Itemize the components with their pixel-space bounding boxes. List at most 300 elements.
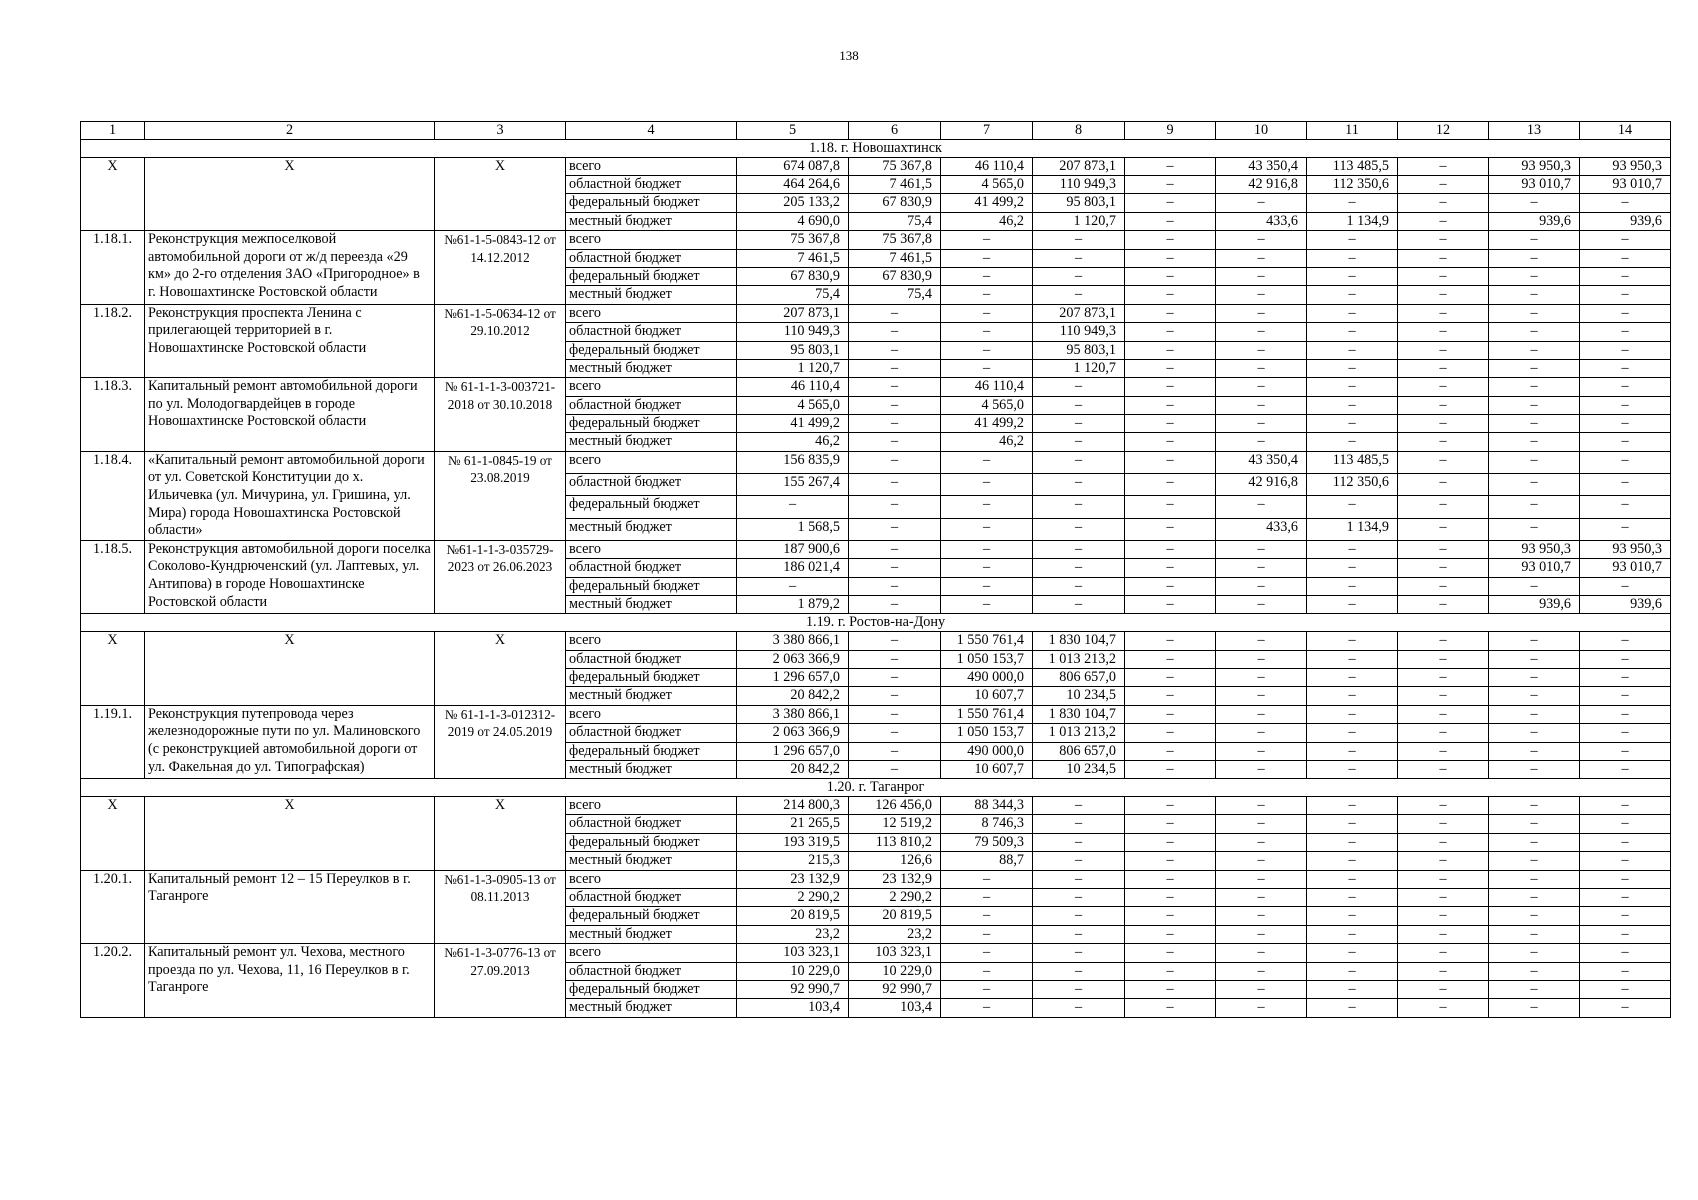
value-cell: – [1398, 559, 1489, 577]
value-cell: – [1125, 194, 1216, 212]
value-cell: 207 873,1 [1033, 304, 1125, 322]
item-number: 1.18.2. [81, 304, 145, 378]
value-cell: 23,2 [849, 925, 941, 943]
value-cell: – [1125, 323, 1216, 341]
value-cell: 1 013 213,2 [1033, 724, 1125, 742]
value-cell: – [1489, 304, 1580, 322]
value-cell: – [1489, 705, 1580, 723]
value-cell: – [1398, 249, 1489, 267]
value-cell: – [1398, 981, 1489, 999]
value-cell: – [1125, 231, 1216, 249]
value-cell: – [941, 323, 1033, 341]
value-cell: 79 509,3 [941, 833, 1033, 851]
value-cell: 112 350,6 [1307, 474, 1398, 496]
value-cell: 75 367,8 [849, 157, 941, 175]
value-cell: – [849, 496, 941, 518]
value-cell: 7 461,5 [849, 249, 941, 267]
value-cell: – [1580, 981, 1671, 999]
value-cell: – [1033, 815, 1125, 833]
section-row [81, 139, 1671, 157]
value-cell: 110 949,3 [737, 323, 849, 341]
item-document: № 61-1-1-3-012312-2019 от 24.05.2019 [435, 705, 566, 779]
value-cell: 75,4 [737, 286, 849, 304]
value-cell: – [1398, 705, 1489, 723]
item-number: 1.20.2. [81, 944, 145, 1018]
value-cell: – [1033, 231, 1125, 249]
table-row [81, 870, 1671, 888]
value-cell: – [1033, 378, 1125, 396]
value-cell: – [1216, 194, 1307, 212]
funding-source: местный бюджет [566, 359, 737, 377]
value-cell: – [1033, 944, 1125, 962]
value-cell: 155 267,4 [737, 474, 849, 496]
value-cell: – [1307, 540, 1398, 558]
funding-source: областной бюджет [566, 474, 737, 496]
value-cell: – [1580, 286, 1671, 304]
value-cell: 490 000,0 [941, 742, 1033, 760]
section-row [81, 779, 1671, 797]
value-cell: 1 120,7 [737, 359, 849, 377]
value-cell: 42 916,8 [1216, 175, 1307, 193]
value-cell: – [1125, 212, 1216, 230]
value-cell: – [1216, 378, 1307, 396]
value-cell: – [941, 577, 1033, 595]
value-cell: – [1125, 833, 1216, 851]
value-cell: – [1489, 650, 1580, 668]
value-cell: 2 290,2 [737, 889, 849, 907]
value-cell: – [1307, 415, 1398, 433]
value-cell: – [1307, 341, 1398, 359]
value-cell: – [941, 559, 1033, 577]
value-cell: 95 803,1 [1033, 194, 1125, 212]
value-cell: – [1580, 359, 1671, 377]
item-document: X [435, 157, 566, 231]
value-cell: 2 290,2 [849, 889, 941, 907]
value-cell: – [1489, 742, 1580, 760]
value-cell: – [1398, 962, 1489, 980]
value-cell: – [1398, 870, 1489, 888]
value-cell: – [941, 907, 1033, 925]
value-cell: 46 110,4 [737, 378, 849, 396]
value-cell: – [1580, 304, 1671, 322]
funding-source: федеральный бюджет [566, 194, 737, 212]
funding-source: местный бюджет [566, 433, 737, 451]
value-cell: – [1307, 724, 1398, 742]
funding-source: местный бюджет [566, 760, 737, 778]
value-cell: – [941, 341, 1033, 359]
value-cell: – [1125, 378, 1216, 396]
value-cell: 46 110,4 [941, 378, 1033, 396]
value-cell: – [1307, 760, 1398, 778]
value-cell: 93 010,7 [1489, 175, 1580, 193]
value-cell: – [1580, 433, 1671, 451]
value-cell: – [1216, 433, 1307, 451]
value-cell: – [1307, 559, 1398, 577]
item-name: Реконструкция межпоселковой автомобильной дороги от ж/д переезда «29 км» до 2-го отделения ЗАО «Пригородное» в г. Новошахтинске Ростовской области [145, 231, 435, 305]
value-cell: – [941, 540, 1033, 558]
value-cell: – [1125, 925, 1216, 943]
value-cell: – [1398, 797, 1489, 815]
value-cell: 113 810,2 [849, 833, 941, 851]
value-cell: – [1580, 742, 1671, 760]
value-cell: – [1398, 323, 1489, 341]
value-cell: 4 565,0 [941, 396, 1033, 414]
table-row [81, 705, 1671, 723]
value-cell: – [1398, 889, 1489, 907]
value-cell: 42 916,8 [1216, 474, 1307, 496]
value-cell: – [1398, 194, 1489, 212]
value-cell: – [1489, 852, 1580, 870]
table-row [81, 632, 1671, 650]
value-cell: – [1125, 577, 1216, 595]
value-cell: – [1216, 267, 1307, 285]
value-cell: – [849, 559, 941, 577]
value-cell: 93 010,7 [1489, 559, 1580, 577]
funding-source: всего [566, 632, 737, 650]
value-cell: 95 803,1 [1033, 341, 1125, 359]
value-cell: – [1489, 907, 1580, 925]
value-cell: 43 350,4 [1216, 157, 1307, 175]
value-cell: – [1216, 540, 1307, 558]
value-cell: – [1216, 705, 1307, 723]
value-cell: 93 950,3 [1489, 540, 1580, 558]
value-cell: 1 879,2 [737, 595, 849, 613]
value-cell: 1 134,9 [1307, 212, 1398, 230]
item-number: 1.18.4. [81, 451, 145, 540]
value-cell: – [1307, 595, 1398, 613]
value-cell: – [1307, 304, 1398, 322]
value-cell: – [849, 518, 941, 540]
value-cell: – [1307, 323, 1398, 341]
value-cell: 1 550 761,4 [941, 705, 1033, 723]
table-row [81, 797, 1671, 815]
value-cell: – [849, 632, 941, 650]
value-cell: – [1489, 496, 1580, 518]
value-cell: – [1125, 559, 1216, 577]
value-cell: – [1125, 632, 1216, 650]
value-cell: – [1398, 451, 1489, 473]
value-cell: – [1125, 286, 1216, 304]
value-cell: – [1125, 668, 1216, 686]
value-cell: – [1398, 474, 1489, 496]
value-cell: 4 565,0 [737, 396, 849, 414]
value-cell: – [1580, 341, 1671, 359]
value-cell: – [1580, 577, 1671, 595]
value-cell: – [1125, 518, 1216, 540]
column-header: 12 [1398, 122, 1489, 140]
value-cell: – [1033, 496, 1125, 518]
value-cell: – [1489, 359, 1580, 377]
item-number: X [81, 157, 145, 231]
item-number: 1.18.1. [81, 231, 145, 305]
value-cell: – [1489, 962, 1580, 980]
value-cell: 2 063 366,9 [737, 724, 849, 742]
value-cell: – [1216, 870, 1307, 888]
value-cell: – [1398, 760, 1489, 778]
value-cell: – [1033, 415, 1125, 433]
funding-source: федеральный бюджет [566, 833, 737, 851]
column-header: 10 [1216, 122, 1307, 140]
value-cell: – [1216, 668, 1307, 686]
value-cell: – [1398, 286, 1489, 304]
value-cell: 21 265,5 [737, 815, 849, 833]
value-cell: – [1125, 981, 1216, 999]
column-header: 5 [737, 122, 849, 140]
value-cell: – [1489, 870, 1580, 888]
value-cell: 1 830 104,7 [1033, 705, 1125, 723]
value-cell: – [1307, 267, 1398, 285]
value-cell: 8 746,3 [941, 815, 1033, 833]
value-cell: – [1489, 889, 1580, 907]
value-cell: – [1307, 815, 1398, 833]
value-cell: – [1489, 760, 1580, 778]
value-cell: 103,4 [849, 999, 941, 1017]
item-document: №61-1-5-0634-12 от 29.10.2012 [435, 304, 566, 378]
value-cell: – [1580, 925, 1671, 943]
value-cell: – [1125, 742, 1216, 760]
value-cell: – [1307, 833, 1398, 851]
value-cell: 75,4 [849, 286, 941, 304]
value-cell: – [1216, 724, 1307, 742]
funding-source: всего [566, 451, 737, 473]
value-cell: – [1489, 249, 1580, 267]
value-cell: 10 234,5 [1033, 760, 1125, 778]
value-cell: – [1033, 981, 1125, 999]
value-cell: – [1307, 577, 1398, 595]
value-cell: – [1307, 687, 1398, 705]
value-cell: – [1033, 962, 1125, 980]
value-cell: – [941, 925, 1033, 943]
funding-source: всего [566, 378, 737, 396]
value-cell: – [941, 304, 1033, 322]
value-cell: – [849, 378, 941, 396]
value-cell: 20 842,2 [737, 687, 849, 705]
value-cell: – [1580, 518, 1671, 540]
value-cell: 23,2 [737, 925, 849, 943]
value-cell: – [1398, 577, 1489, 595]
value-cell: 93 010,7 [1580, 559, 1671, 577]
funding-source: областной бюджет [566, 962, 737, 980]
funding-source: всего [566, 157, 737, 175]
value-cell: 214 800,3 [737, 797, 849, 815]
item-document: X [435, 632, 566, 706]
value-cell: – [1307, 359, 1398, 377]
value-cell: – [1580, 687, 1671, 705]
value-cell: 1 830 104,7 [1033, 632, 1125, 650]
value-cell: – [1307, 944, 1398, 962]
value-cell: 1 296 657,0 [737, 668, 849, 686]
value-cell: 103 323,1 [737, 944, 849, 962]
item-name: Реконструкция путепровода через железнодорожные пути по ул. Малиновского (с реконструкцией автомобильной дороги от ул. Факельная до ул. Типографская) [145, 705, 435, 779]
funding-source: федеральный бюджет [566, 981, 737, 999]
value-cell: – [1216, 304, 1307, 322]
value-cell: – [1398, 304, 1489, 322]
value-cell: – [1125, 870, 1216, 888]
value-cell: – [1580, 668, 1671, 686]
value-cell: – [849, 341, 941, 359]
funding-source: федеральный бюджет [566, 577, 737, 595]
value-cell: – [1398, 231, 1489, 249]
value-cell: – [1033, 559, 1125, 577]
value-cell: – [1489, 451, 1580, 473]
value-cell: – [1033, 925, 1125, 943]
value-cell: 806 657,0 [1033, 668, 1125, 686]
value-cell: – [1216, 496, 1307, 518]
value-cell: – [1216, 833, 1307, 851]
value-cell: – [849, 323, 941, 341]
value-cell: – [1489, 797, 1580, 815]
value-cell: – [1580, 267, 1671, 285]
value-cell: – [1125, 496, 1216, 518]
value-cell: – [1489, 267, 1580, 285]
value-cell: – [1216, 231, 1307, 249]
item-document: №61-1-3-0905-13 от 08.11.2013 [435, 870, 566, 944]
value-cell: 41 499,2 [941, 194, 1033, 212]
value-cell: – [1489, 632, 1580, 650]
item-name: X [145, 797, 435, 871]
column-header: 8 [1033, 122, 1125, 140]
value-cell: – [1125, 341, 1216, 359]
value-cell: – [1489, 286, 1580, 304]
value-cell: – [1307, 396, 1398, 414]
value-cell: – [1489, 944, 1580, 962]
value-cell: – [1580, 724, 1671, 742]
funding-source: всего [566, 870, 737, 888]
value-cell: – [1580, 396, 1671, 414]
value-cell: 103,4 [737, 999, 849, 1017]
funding-source: областной бюджет [566, 815, 737, 833]
item-document: №61-1-1-3-035729-2023 от 26.06.2023 [435, 540, 566, 614]
value-cell: – [1398, 415, 1489, 433]
value-cell: – [849, 433, 941, 451]
value-cell: – [1580, 650, 1671, 668]
value-cell: 1 120,7 [1033, 212, 1125, 230]
section-title: 1.18. г. Новошахтинск [81, 139, 1671, 157]
value-cell: – [1398, 396, 1489, 414]
value-cell: – [1307, 889, 1398, 907]
value-cell: – [1489, 323, 1580, 341]
value-cell: 43 350,4 [1216, 451, 1307, 473]
value-cell: 464 264,6 [737, 175, 849, 193]
value-cell: 10 607,7 [941, 760, 1033, 778]
value-cell: – [1398, 668, 1489, 686]
value-cell: 1 013 213,2 [1033, 650, 1125, 668]
value-cell: – [1580, 870, 1671, 888]
value-cell: – [941, 595, 1033, 613]
funding-source: областной бюджет [566, 249, 737, 267]
value-cell: – [941, 496, 1033, 518]
value-cell: – [1580, 249, 1671, 267]
funding-source: местный бюджет [566, 595, 737, 613]
value-cell: – [1398, 540, 1489, 558]
value-cell: 41 499,2 [737, 415, 849, 433]
funding-source: федеральный бюджет [566, 742, 737, 760]
column-header-row [81, 122, 1671, 140]
value-cell: – [1307, 668, 1398, 686]
value-cell: – [1580, 378, 1671, 396]
item-name: Капитальный ремонт ул. Чехова, местного проезда по ул. Чехова, 11, 16 Переулков в г. Таганроге [145, 944, 435, 1018]
value-cell: 92 990,7 [737, 981, 849, 999]
value-cell: – [1216, 341, 1307, 359]
value-cell: – [849, 668, 941, 686]
value-cell: 75 367,8 [849, 231, 941, 249]
value-cell: – [1125, 687, 1216, 705]
value-cell: – [1125, 797, 1216, 815]
value-cell: – [1307, 705, 1398, 723]
value-cell: – [1033, 595, 1125, 613]
value-cell: – [941, 286, 1033, 304]
value-cell: – [1216, 249, 1307, 267]
value-cell: – [1307, 286, 1398, 304]
column-header: 11 [1307, 122, 1398, 140]
value-cell: – [941, 267, 1033, 285]
value-cell: – [1307, 962, 1398, 980]
value-cell: – [1398, 650, 1489, 668]
value-cell: – [849, 415, 941, 433]
value-cell: – [1125, 474, 1216, 496]
value-cell: 46 110,4 [941, 157, 1033, 175]
value-cell: – [1398, 496, 1489, 518]
value-cell: – [1125, 962, 1216, 980]
value-cell: 110 949,3 [1033, 175, 1125, 193]
item-number: 1.18.3. [81, 378, 145, 452]
funding-source: местный бюджет [566, 518, 737, 540]
value-cell: – [1489, 341, 1580, 359]
value-cell: – [1489, 194, 1580, 212]
funding-source: федеральный бюджет [566, 907, 737, 925]
value-cell: 433,6 [1216, 212, 1307, 230]
value-cell: – [1307, 231, 1398, 249]
value-cell: – [1125, 815, 1216, 833]
value-cell: – [1580, 999, 1671, 1017]
value-cell: – [1033, 833, 1125, 851]
value-cell: – [1307, 999, 1398, 1017]
value-cell: 88 344,3 [941, 797, 1033, 815]
value-cell: 1 134,9 [1307, 518, 1398, 540]
value-cell: 23 132,9 [849, 870, 941, 888]
value-cell: 92 990,7 [849, 981, 941, 999]
value-cell: – [1489, 518, 1580, 540]
value-cell: – [1125, 595, 1216, 613]
value-cell: – [1489, 231, 1580, 249]
funding-source: местный бюджет [566, 999, 737, 1017]
value-cell: – [1033, 797, 1125, 815]
value-cell: – [1398, 742, 1489, 760]
value-cell: 205 133,2 [737, 194, 849, 212]
value-cell: – [941, 474, 1033, 496]
value-cell: 1 050 153,7 [941, 724, 1033, 742]
value-cell: – [1216, 852, 1307, 870]
value-cell: 93 950,3 [1580, 540, 1671, 558]
section-row [81, 614, 1671, 632]
value-cell: – [1125, 724, 1216, 742]
value-cell: – [849, 396, 941, 414]
value-cell: – [941, 231, 1033, 249]
value-cell: 10 229,0 [737, 962, 849, 980]
value-cell: – [1580, 889, 1671, 907]
value-cell: – [1216, 286, 1307, 304]
item-number: 1.18.5. [81, 540, 145, 614]
column-header: 1 [81, 122, 145, 140]
value-cell: 110 949,3 [1033, 323, 1125, 341]
value-cell: – [1125, 540, 1216, 558]
value-cell: – [1398, 632, 1489, 650]
value-cell: – [941, 359, 1033, 377]
value-cell: – [1307, 981, 1398, 999]
table-row [81, 157, 1671, 175]
value-cell: – [1216, 687, 1307, 705]
value-cell: 75,4 [849, 212, 941, 230]
